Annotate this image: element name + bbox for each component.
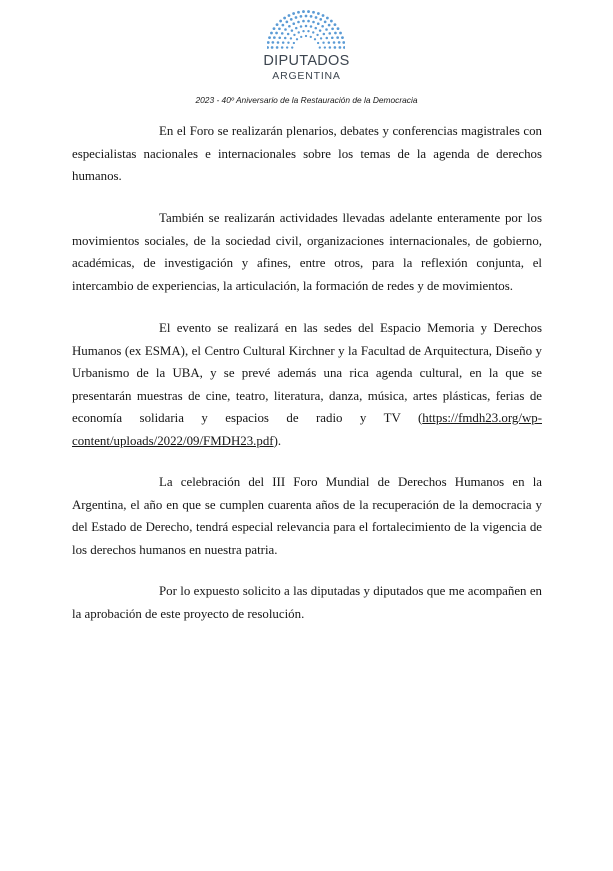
paragraph-event-venues-text: El evento se realizará en las sedes del Espacio Memoria y Derechos Humanos (ex ESMA), el Centro Cultural Kirchner y la Facultad de Arquitectura, Diseño y Urbanismo de la UBA, y se prevé además una rica agenda cultural, en la que se presentarán muestras de cine, teatro, literatura, danza, música, artes plásticas, ferias de economía solidaria y espacios de radio y TV (: [72, 321, 542, 425]
logo-seat-dot: [337, 27, 340, 30]
anniversary-motto: 2023 - 40º Aniversario de la Restauración de la Democracia: [195, 95, 418, 105]
logo-seat-dot: [331, 27, 334, 30]
logo-seat-dot: [334, 23, 337, 26]
logo-seat-dot: [287, 33, 290, 36]
logo-seat-dot: [281, 32, 284, 35]
logo-seat-dot: [279, 20, 282, 23]
logo-seat-dot: [310, 15, 313, 18]
logo-seat-dot: [334, 46, 337, 49]
paragraph-activities: También se realizarán actividades llevadas adelante enteramente por los movimientos sociales, de la sociedad civil, organizaciones internacionales, de gobierno, académicas, de investigación y afines, entre otros, para la reflexión conjunta, el intercambio de experiencias, la articulación, la formación de redes y de movimientos.: [72, 211, 542, 293]
logo-seat-dot: [328, 32, 331, 35]
paragraph-request: Por lo expuesto solicito a las diputadas y diputados que me acompañen en la aprobación de este proyecto de resolución.: [72, 584, 542, 621]
logo-seat-dot: [286, 46, 288, 48]
logo-seat-dot: [298, 31, 300, 33]
logo-seat-dot: [336, 36, 339, 39]
logo-seat-dot: [338, 41, 341, 44]
logo-seat-dot: [270, 32, 273, 35]
logo-seat-dot: [307, 30, 309, 32]
logo-seat-dot: [297, 21, 300, 24]
logo-seat-dot: [271, 46, 274, 49]
logo-seat-dot: [272, 41, 275, 44]
logo-seat-dot: [287, 42, 289, 44]
logo-seat-dot: [330, 20, 333, 23]
logo-seat-dot: [317, 22, 320, 25]
logo-seat-dot: [292, 22, 295, 25]
logo-seat-dot: [310, 36, 312, 38]
logo-seat-dot: [331, 36, 334, 39]
logo-seat-dot: [317, 42, 319, 44]
logo-seat-dot: [276, 23, 279, 26]
logo-seat-dot: [284, 37, 287, 40]
logo-seat-dot: [277, 41, 280, 44]
logo-seat-dot: [339, 32, 342, 35]
logo-seat-dot: [296, 38, 298, 40]
logo-seat-dot: [324, 46, 326, 48]
logo-seat-dot: [312, 21, 315, 24]
logo-seat-dot: [290, 37, 292, 39]
logo-seat-dot: [312, 11, 315, 14]
logo-seat-dot: [307, 10, 310, 13]
logo-seat-dot: [275, 32, 278, 35]
logo-seat-dot: [293, 34, 295, 36]
logo-seat-dot: [343, 46, 345, 49]
logo-seat-dot: [339, 46, 342, 49]
logo-seat-dot: [282, 24, 285, 27]
logo-seat-dot: [322, 42, 324, 44]
logo-seat-dot: [273, 36, 276, 39]
paragraph-event-venues-closing: ).: [273, 433, 282, 448]
logo-seat-dot: [326, 37, 329, 40]
logo-seat-dot: [319, 18, 322, 21]
logo-seat-dot: [319, 29, 322, 32]
logo-seat-dot: [291, 29, 294, 32]
logo-seat-dot: [329, 46, 332, 49]
logo-seat-dot: [290, 18, 293, 21]
logo-seat-dot: [278, 36, 281, 39]
congress-arc-logo-icon: [267, 10, 345, 52]
logo-seat-dot: [300, 36, 302, 38]
logo-seat-dot: [268, 36, 271, 39]
logo-seat-dot: [305, 25, 308, 28]
logo-seat-dot: [317, 12, 320, 15]
logo-seat-dot: [310, 25, 313, 28]
logo-seat-dot: [300, 25, 303, 28]
logo-seat-dot: [295, 27, 298, 30]
logo-seat-dot: [323, 33, 326, 36]
logo-seat-dot: [341, 36, 344, 39]
logo-seat-dot: [300, 15, 303, 18]
logo-seat-dot: [302, 10, 305, 13]
paragraph-forum-plenaries: En el Foro se realizarán plenarios, debates y conferencias magistrales con especialistas nacionales e internacionales sobre los temas de la agenda de derechos humanos.: [72, 124, 542, 183]
letterhead: [0, 0, 613, 112]
logo-seat-dot: [291, 46, 293, 48]
logo-seat-dot: [292, 12, 295, 15]
logo-subtitle: ARGENTINA: [272, 70, 341, 82]
logo-seat-dot: [324, 21, 327, 24]
logo-seat-dot: [282, 41, 285, 44]
logo-title: DIPUTADOS: [263, 53, 350, 69]
logo-seat-dot: [326, 17, 329, 20]
logo-seat-dot: [312, 31, 314, 33]
logo-seat-dot: [333, 41, 336, 44]
logo-seat-dot: [281, 46, 284, 49]
logo-seat-dot: [286, 21, 289, 24]
logo-seat-dot: [273, 27, 276, 30]
logo-seat-dot: [302, 30, 304, 32]
logo-seat-dot: [315, 16, 318, 19]
logo-seat-dot: [325, 28, 328, 31]
paragraph-event-venues: [72, 317, 542, 452]
logo-seat-dot: [267, 41, 270, 44]
logo-seat-dot: [293, 42, 295, 44]
logo-seat-dot: [302, 20, 305, 23]
logo-seat-dot: [307, 20, 310, 23]
logo-seat-dot: [328, 41, 331, 44]
logo-seat-dot: [316, 34, 318, 36]
logo-seat-dot: [321, 25, 324, 28]
logo-seat-dot: [328, 24, 331, 27]
logo-seat-dot: [295, 16, 298, 19]
logo-seat-dot: [288, 14, 291, 17]
logo-seat-dot: [315, 27, 318, 30]
logo-seat-dot: [297, 11, 300, 14]
fmdh23-document-link[interactable]: https://fmdh23.org/wp-content/uploads/2022/09/FMDH23.pdf: [72, 411, 542, 448]
logo-seat-dot: [305, 15, 308, 18]
logo-seat-dot: [267, 46, 269, 49]
logo-seat-dot: [305, 35, 307, 37]
logo-seat-dot: [322, 14, 325, 17]
logo-seat-dot: [284, 28, 287, 31]
logo-seat-dot: [320, 37, 322, 39]
logo-seat-dot: [334, 32, 337, 35]
logo-seat-dot: [342, 41, 345, 44]
logo-seat-dot: [288, 25, 291, 28]
logo-seat-dot: [278, 27, 281, 30]
logo-seat-dot: [276, 46, 279, 49]
logo-seat-dot: [314, 38, 316, 40]
logo-seat-dot: [283, 17, 286, 20]
paragraph-forum-celebration: La celebración del III Foro Mundial de Derechos Humanos en la Argentina, el año en que se cumplen cuarenta años de la recuperación de la democracia y del Estado de Derecho, tendrá especial relevancia para el fortalecimiento de la vigencia de los derechos humanos en nuestra patria.: [72, 475, 542, 557]
logo-seat-dot: [319, 46, 321, 48]
